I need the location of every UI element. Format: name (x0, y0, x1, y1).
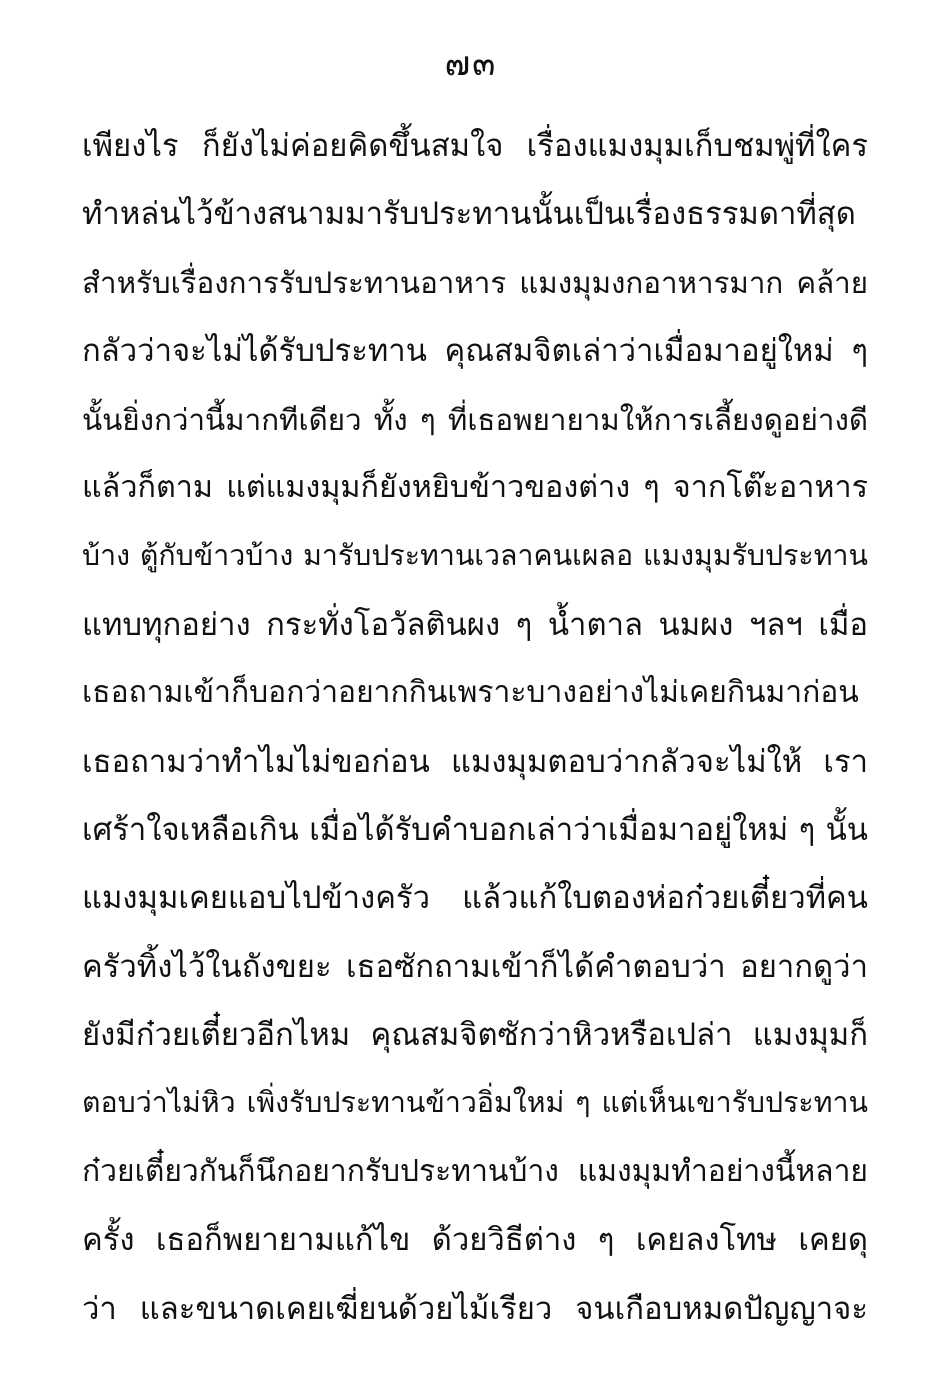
text-line: แทบทุกอย่าง กระทั่งโอวัลตินผง ๆ น้ำตาล นมผง ฯลฯ เมื่อ (82, 606, 868, 643)
text-line: บ้าง ตู้กับข้าวบ้าง มารับประทานเวลาคนเผลอ แมงมุมรับประทาน (82, 539, 868, 573)
text-line: ก๋วยเตี๋ยวกันก็นึกอยากรับประทานบ้าง แมงมุมทำอย่างนี้หลาย (82, 1153, 868, 1189)
text-line: ยังมีก๋วยเตี๋ยวอีกไหม คุณสมจิตซักว่าหิวหรือเปล่า แมงมุมก็ (82, 1017, 868, 1054)
text-line: ทำหล่นไว้ข้างสนามมารับประทานนั้นเป็นเรื่องธรรมดาที่สุด (82, 196, 856, 233)
text-line: แมงมุมเคยแอบไปข้างครัว แล้วแก้ใบตองห่อก๋วยเตี๋ยวที่คน (82, 880, 868, 917)
text-line: ว่า และขนาดเคยเฆี่ยนด้วยไม้เรียว จนเกือบหมดปัญญาจะ (82, 1290, 868, 1327)
text-line: นั้นยิ่งกว่านี้มากทีเดียว ทั้ง ๆ ที่เธอพยายามให้การเลี้ยงดูอย่างดี (82, 402, 868, 437)
text-line: แล้วก็ตาม แต่แมงมุมก็ยังหยิบข้าวของต่าง ๆ จากโต๊ะอาหาร (82, 469, 868, 505)
text-line: เศร้าใจเหลือเกิน เมื่อได้รับคำบอกเล่าว่าเมื่อมาอยู่ใหม่ ๆ นั้น (82, 811, 868, 848)
text-line: สำหรับเรื่องการรับประทานอาหาร แมงมุมงกอาหารมาก คล้าย (82, 265, 868, 300)
text-line: ตอบว่าไม่หิว เพิ่งรับประทานข้าวอิ่มใหม่ ๆ แต่เห็นเขารับประทาน (82, 1086, 868, 1120)
text-line: เพียงไร ก็ยังไม่ค่อยคิดขึ้นสมใจ เรื่องแมงมุมเก็บชมพู่ที่ใคร (82, 128, 868, 164)
text-line: ครั้ง เธอก็พยายามแก้ไข ด้วยวิธีต่าง ๆ เคยลงโทษ เคยดุ (82, 1222, 868, 1259)
body-text (82, 112, 868, 1343)
page-number: ๗๓ (444, 44, 498, 84)
text-line: เธอถามว่าทำไมไม่ขอก่อน แมงมุมตอบว่ากลัวจะไม่ให้ เรา (82, 743, 868, 780)
text-line: กลัวว่าจะไม่ได้รับประทาน คุณสมจิตเล่าว่าเมื่อมาอยู่ใหม่ ๆ (82, 333, 868, 370)
text-line: ครัวทิ้งไว้ในถังขยะ เธอซักถามเข้าก็ได้คำตอบว่า อยากดูว่า (82, 948, 868, 985)
text-line: เธอถามเข้าก็บอกว่าอยากกินเพราะบางอย่างไม่เคยกินมาก่อน (82, 675, 859, 711)
